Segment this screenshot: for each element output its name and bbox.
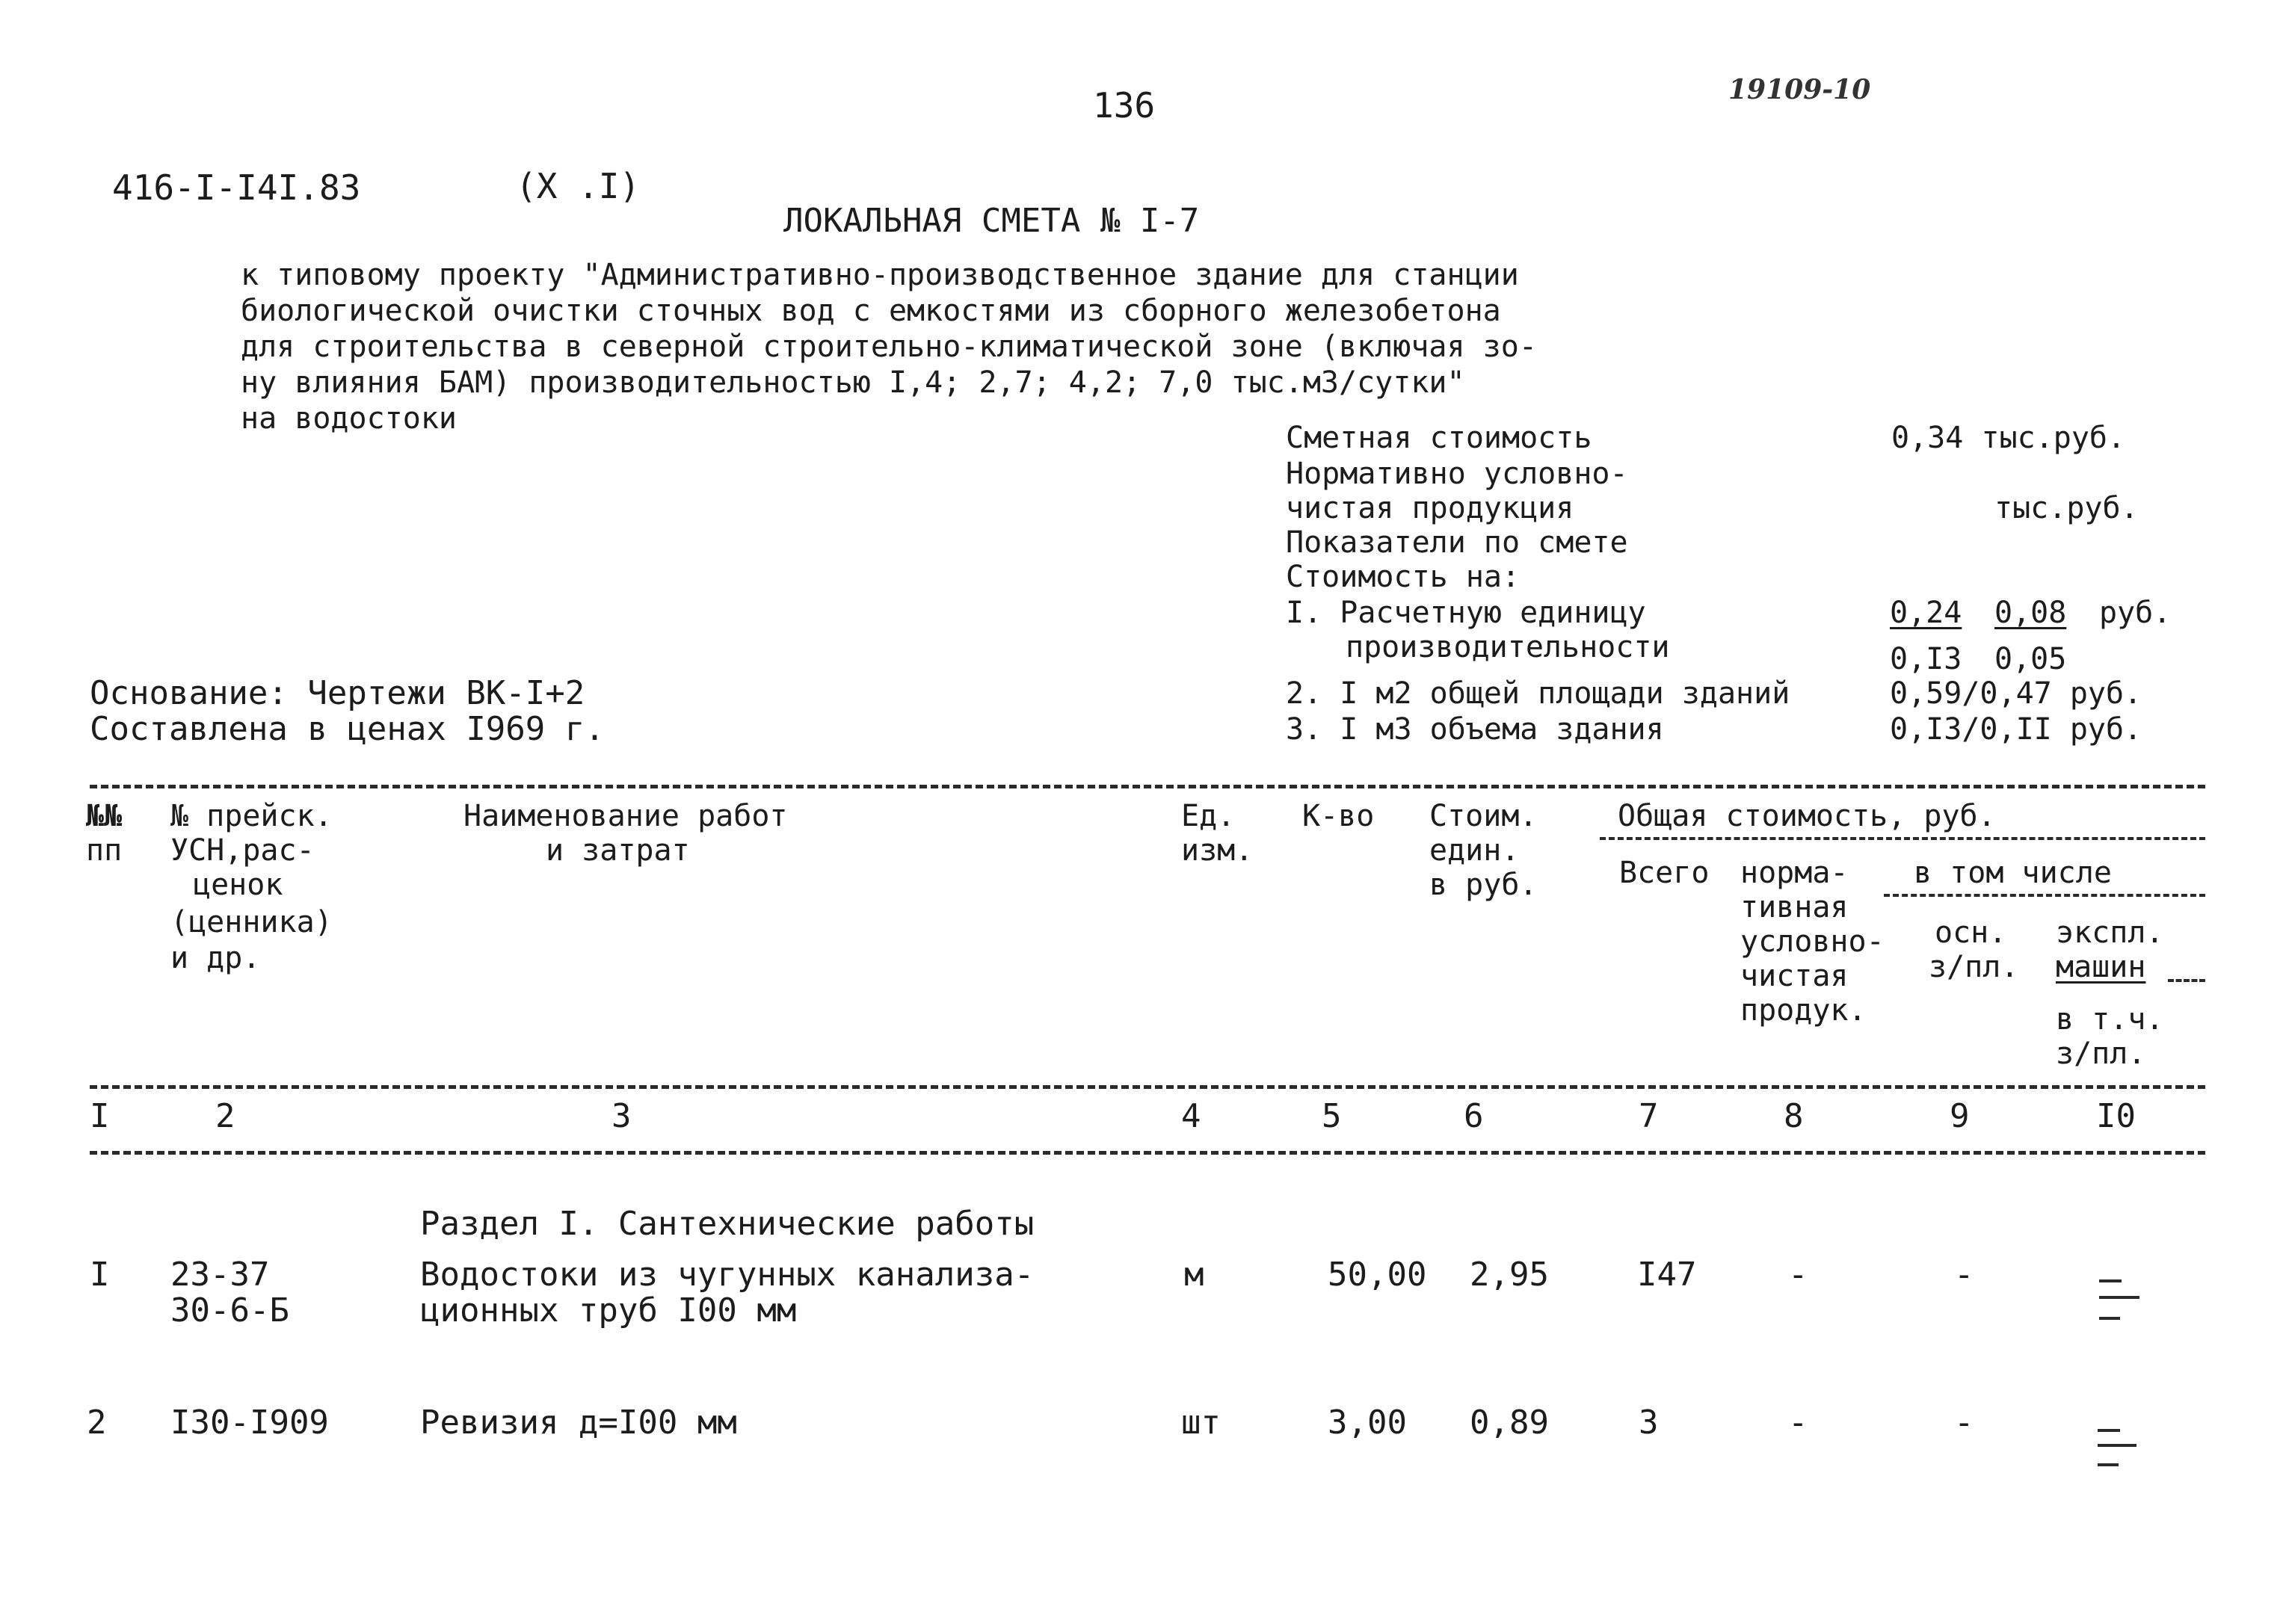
- document-code: 416-I-I4I.83: [112, 167, 361, 208]
- indicator-1-numerator: 0,24: [1890, 596, 1962, 630]
- row-code: I30-I909: [170, 1404, 329, 1442]
- header-col-4: изм.: [1181, 833, 1254, 868]
- header-col-10: в т.ч.: [2056, 1002, 2164, 1037]
- row-number: I: [90, 1256, 110, 1294]
- description-line: на водостоки: [241, 401, 457, 436]
- header-col-1: №№: [86, 799, 123, 833]
- header-col-1: пп: [86, 833, 123, 868]
- description-line: биологической очистки сточных вод с емкостями из сборного железобетона: [241, 294, 1501, 328]
- row-code: 30-6-Б: [170, 1291, 289, 1330]
- indicator-1-unit: руб.: [2099, 596, 2172, 630]
- indicators-label: Показатели по смете: [1286, 525, 1628, 560]
- column-number: 7: [1639, 1097, 1659, 1135]
- document-title: ЛОКАЛЬНАЯ СМЕТА № I-7: [783, 202, 1200, 240]
- dash-mark-line: [2098, 1429, 2120, 1432]
- indicator-1-label: I. Расчетную единицу: [1286, 596, 1646, 630]
- column-number: 3: [611, 1097, 632, 1135]
- row-normative: -: [1788, 1404, 1808, 1442]
- indicator-2-value: 0,59/0,47 руб.: [1890, 676, 2142, 711]
- header-col-2: № прейск.: [170, 799, 333, 833]
- header-col-8: условно-: [1740, 924, 1885, 959]
- header-col-3: и затрат: [546, 833, 690, 868]
- header-col-8: продук.: [1740, 993, 1867, 1028]
- row-unit-price: 2,95: [1470, 1256, 1549, 1294]
- dash-mark-line: [2099, 1296, 2139, 1299]
- including-rule: [1884, 894, 2205, 897]
- header-total-cost: Общая стоимость, руб.: [1618, 799, 1996, 833]
- column-number: 8: [1784, 1097, 1804, 1135]
- row-base-salary: -: [1954, 1404, 1974, 1442]
- column-number: I: [90, 1097, 110, 1135]
- header-bottom-rule: [90, 1085, 2205, 1089]
- indicator-1-numerator: 0,08: [1994, 596, 2067, 630]
- header-col-8: норма-: [1740, 856, 1849, 890]
- header-col-10: з/пл.: [2056, 1037, 2146, 1071]
- header-col-6: един.: [1429, 833, 1520, 868]
- indicator-1-denominator: 0,I3: [1890, 642, 1962, 676]
- header-col-2: и др.: [170, 941, 261, 975]
- header-col-9: з/пл.: [1929, 950, 2019, 984]
- row-code: 23-37: [170, 1256, 270, 1294]
- column-number: 5: [1322, 1097, 1342, 1135]
- header-col-3: Наименование работ: [463, 799, 788, 833]
- header-col-2: (ценника): [170, 905, 333, 939]
- row-unit: шт: [1181, 1404, 1221, 1442]
- row-unit-price: 0,89: [1470, 1404, 1549, 1442]
- estimated-cost-value: 0,34 тыс.руб.: [1891, 421, 2126, 455]
- header-col-2: УСН,рас-: [170, 833, 315, 868]
- row-total: 3: [1639, 1404, 1659, 1442]
- row-unit: м: [1184, 1256, 1204, 1294]
- header-col-8: тивная: [1740, 890, 1849, 924]
- row-name: Ревизия д=I00 мм: [420, 1404, 737, 1442]
- column-number: 2: [215, 1097, 235, 1135]
- row-number: 2: [87, 1404, 107, 1442]
- row-name: ционных труб I00 мм: [420, 1291, 797, 1330]
- normative-product-label: Нормативно условно-: [1286, 457, 1628, 491]
- normative-product-label: чистая продукция: [1286, 491, 1574, 525]
- row-quantity: 50,00: [1328, 1256, 1427, 1294]
- description-line: ну влияния БАМ) производительностью I,4; 2,7; 4,2; 7,0 тыс.м3/сутки": [241, 365, 1465, 400]
- estimated-cost-label: Сметная стоимость: [1286, 421, 1592, 455]
- header-col-4: Ед.: [1181, 799, 1236, 833]
- total-cost-rule: [1600, 837, 2205, 840]
- dash-mark-line: [2098, 1444, 2136, 1447]
- header-col-10: экспл.: [2056, 916, 2164, 950]
- row-base-salary: -: [1954, 1256, 1974, 1294]
- basis-text: Основание: Чертежи ВК-I+2: [90, 674, 585, 712]
- indicator-1-label: производительности: [1346, 630, 1670, 664]
- column-number: 9: [1950, 1097, 1970, 1135]
- handwritten-reference: 19109-10: [1728, 74, 1871, 105]
- row-total: I47: [1637, 1256, 1697, 1294]
- row-quantity: 3,00: [1328, 1404, 1407, 1442]
- prices-text: Составлена в ценах I969 г.: [90, 710, 605, 748]
- header-col-8: чистая: [1740, 959, 1849, 993]
- header-col-6: Стоим.: [1429, 799, 1538, 833]
- dash-mark-line: [2098, 1463, 2119, 1466]
- column-number: 6: [1464, 1097, 1484, 1135]
- cost-on-label: Стоимость на:: [1286, 560, 1521, 594]
- header-including: в том числе: [1914, 856, 2112, 890]
- row-name: Водостоки из чугунных канализа-: [420, 1256, 1035, 1294]
- description-line: к типовому проекту "Административно-производственное здание для станции: [241, 258, 1519, 292]
- header-col-7: Всего: [1619, 856, 1710, 890]
- section-title: Раздел I. Сантехнические работы: [420, 1205, 1035, 1243]
- row-normative: -: [1788, 1256, 1808, 1294]
- indicator-1-denominator: 0,05: [1994, 642, 2067, 676]
- dash-mark-line: [2099, 1279, 2122, 1282]
- numbers-bottom-rule: [90, 1151, 2205, 1155]
- indicator-3-label: 3. I м3 объема здания: [1286, 712, 1664, 747]
- indicator-2-label: 2. I м2 общей площади зданий: [1286, 676, 1790, 711]
- header-col-9: осн.: [1935, 916, 2007, 950]
- column-number: I0: [2096, 1097, 2136, 1135]
- header-col-10: машин: [2056, 950, 2146, 984]
- normative-product-value: тыс.руб.: [1994, 491, 2139, 525]
- document-part: (X .I): [516, 166, 641, 206]
- column-number: 4: [1181, 1097, 1201, 1135]
- dash-mark-line: [2099, 1317, 2120, 1320]
- indicator-3-value: 0,I3/0,II руб.: [1890, 712, 2142, 747]
- table-top-rule: [90, 785, 2205, 788]
- description-line: для строительства в северной строительно-климатической зоне (включая зо-: [241, 330, 1537, 364]
- header-col-5: К-во: [1302, 799, 1375, 833]
- machines-rule: [2168, 979, 2205, 982]
- page-number: 136: [1093, 85, 1156, 126]
- header-col-2: ценок: [193, 868, 283, 902]
- header-col-6: в руб.: [1429, 868, 1538, 902]
